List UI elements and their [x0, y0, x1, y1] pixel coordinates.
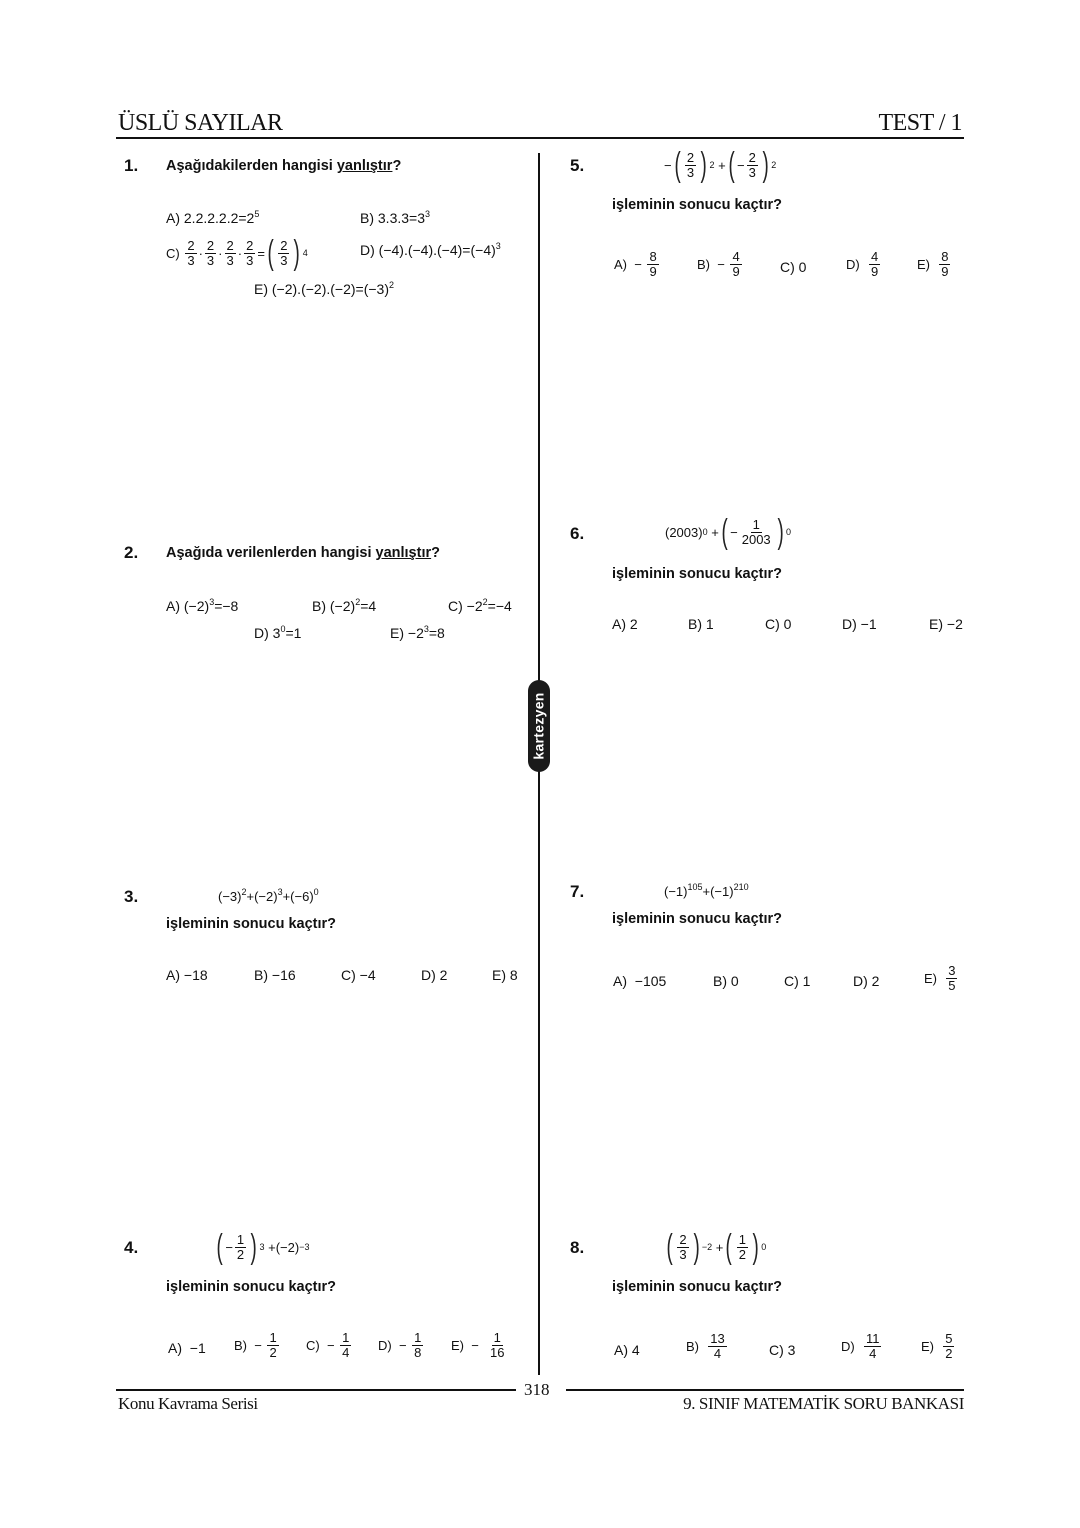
series-name: Konu Kavrama Serisi [118, 1394, 258, 1413]
q5-option-c[interactable]: C) 0 [780, 259, 807, 275]
q1-option-b[interactable]: B) $3.3.3=3^3$ [360, 209, 431, 226]
page-number: 318 [524, 1380, 550, 1399]
q5-option-a[interactable]: A) − $\frac{8}{9}$ [614, 249, 657, 279]
q6-option-d[interactable]: D) −1 [842, 616, 877, 632]
q8-option-e[interactable]: E) $\frac{5}{2}$ [921, 1331, 953, 1361]
q5-option-d[interactable]: D) $\frac{4}{9}$ [846, 249, 879, 279]
q5-option-b[interactable]: B) − $\frac{4}{9}$ [697, 249, 740, 279]
question-7-expression: $(-1)^{105}+(-1)^{210}$ [664, 882, 749, 899]
prompt-text: Aşağıdakilerden hangisi [166, 158, 337, 174]
test-label: TEST / 1 [878, 110, 962, 136]
footer-rule-right [566, 1389, 964, 1391]
question-6-prompt: işleminin sonucu kaçtır? [612, 566, 783, 582]
brand-badge [528, 680, 550, 772]
q8-option-c[interactable]: C) 3 [769, 1342, 796, 1358]
q4-option-b[interactable]: B) − $\frac{1}{2}$ [234, 1330, 277, 1360]
question-5-expression: − ( $\frac{2}{3}$ ) 2 + ( − $\frac{2}{3}$ ) 2 [664, 146, 777, 184]
prompt-qmark: ? [431, 545, 440, 561]
question-3-prompt: işleminin sonucu kaçtır? [166, 916, 337, 932]
question-2-number: 2. [124, 543, 139, 562]
q8-option-b[interactable]: B) $\frac{13}{4}$ [686, 1331, 725, 1361]
q3-option-d[interactable]: D) 2 [421, 967, 448, 983]
header-rule [116, 137, 964, 139]
prompt-emphasis: yanlıştır [336, 158, 393, 174]
q1-option-e[interactable]: E) $(-2).(-2).(-2)=(-3)^2$ [254, 280, 395, 297]
q2-option-c[interactable]: $C) -2^2=-4$ [448, 597, 512, 614]
question-6-number: 6. [570, 524, 585, 543]
q7-option-d[interactable]: D) 2 [853, 973, 880, 989]
q2-option-b[interactable]: B) $(-2)^2=4$ [312, 597, 377, 614]
question-8-expression: ( $\frac{2}{3}$ ) −2 + ( $\frac{1}{2}$ ) 0 [666, 1228, 767, 1266]
question-8-number: 8. [570, 1238, 585, 1257]
q8-option-d[interactable]: D) $\frac{11}{4}$ [841, 1331, 880, 1361]
q1-option-a[interactable]: A) $2.2.2.2.2=2^5$ [166, 209, 260, 226]
prompt-emphasis: yanlıştır [375, 545, 432, 561]
question-7-prompt: işleminin sonucu kaçtır? [612, 911, 783, 927]
q5-option-e[interactable]: E) $\frac{8}{9}$ [917, 249, 949, 279]
question-3-expression: $(-3)^2+(-2)^3+(-6)^0$ [218, 887, 319, 904]
question-6-expression: (2003) 0 + ( − $\frac{1}{2003}$ ) 0 [665, 513, 791, 551]
question-1-number: 1. [124, 156, 139, 175]
question-2-prompt [166, 545, 440, 561]
q6-option-c[interactable]: C) 0 [765, 616, 792, 632]
q2-option-a[interactable]: A) $(-2)^3=-8$ [166, 597, 239, 614]
q7-option-c[interactable]: C) 1 [784, 973, 811, 989]
q3-option-e[interactable]: E) 8 [492, 967, 518, 983]
q8-option-a[interactable]: A) 4 [614, 1342, 640, 1358]
q4-option-c[interactable]: C) − $\frac{1}{4}$ [306, 1330, 350, 1360]
q1-option-c[interactable]: C) $\frac{2}{3}$ · $\frac{2}{3}$ · $\frac{2}{3}$ · $\frac{2}{3}$ = ( $\frac{2}{3}$ ) 4 [166, 234, 308, 272]
book-title: 9. SINIF MATEMATİK SORU BANKASI [683, 1394, 964, 1413]
question-4-expression: ( − $\frac{1}{2}$ ) 3 +(−2) −3 [216, 1228, 310, 1266]
q4-option-d[interactable]: D) − $\frac{1}{8}$ [378, 1330, 422, 1360]
question-4-number: 4. [124, 1238, 139, 1257]
brand-logo-text: kartezyen [531, 692, 548, 760]
q3-option-a[interactable]: A) −18 [166, 967, 208, 983]
q4-option-e[interactable]: E) − $\frac{1}{16}$ [451, 1330, 505, 1360]
question-4-prompt: işleminin sonucu kaçtır? [166, 1279, 337, 1295]
footer-rule-left [116, 1389, 516, 1391]
question-3-number: 3. [124, 887, 139, 906]
question-1-prompt [166, 158, 401, 174]
q6-option-a[interactable]: A) 2 [612, 616, 638, 632]
q4-option-a[interactable]: A) −1 [168, 1340, 206, 1356]
q6-option-e[interactable]: E) −2 [929, 616, 963, 632]
q2-option-e[interactable]: $E) -2^3=8$ [390, 624, 445, 641]
page-section-title: ÜSLÜ SAYILAR [118, 110, 283, 136]
question-8-prompt: işleminin sonucu kaçtır? [612, 1279, 783, 1295]
q7-option-a[interactable]: A) −105 [613, 973, 667, 989]
prompt-text: Aşağıda verilenlerden hangisi [166, 545, 376, 561]
q7-option-b[interactable]: B) 0 [713, 973, 739, 989]
q3-option-c[interactable]: C) −4 [341, 967, 376, 983]
q1-option-d[interactable]: D) $(-4).(-4).(-4)=(-4)^3$ [360, 241, 501, 258]
q3-option-b[interactable]: B) −16 [254, 967, 296, 983]
question-5-prompt: işleminin sonucu kaçtır? [612, 197, 783, 213]
q6-option-b[interactable]: B) 1 [688, 616, 714, 632]
prompt-qmark: ? [392, 158, 402, 174]
q7-option-e[interactable]: E) $\frac{3}{5}$ [924, 963, 956, 993]
question-5-number: 5. [570, 156, 585, 175]
q2-option-d[interactable]: D) $3^0=1$ [254, 624, 302, 641]
question-7-number: 7. [570, 882, 585, 901]
